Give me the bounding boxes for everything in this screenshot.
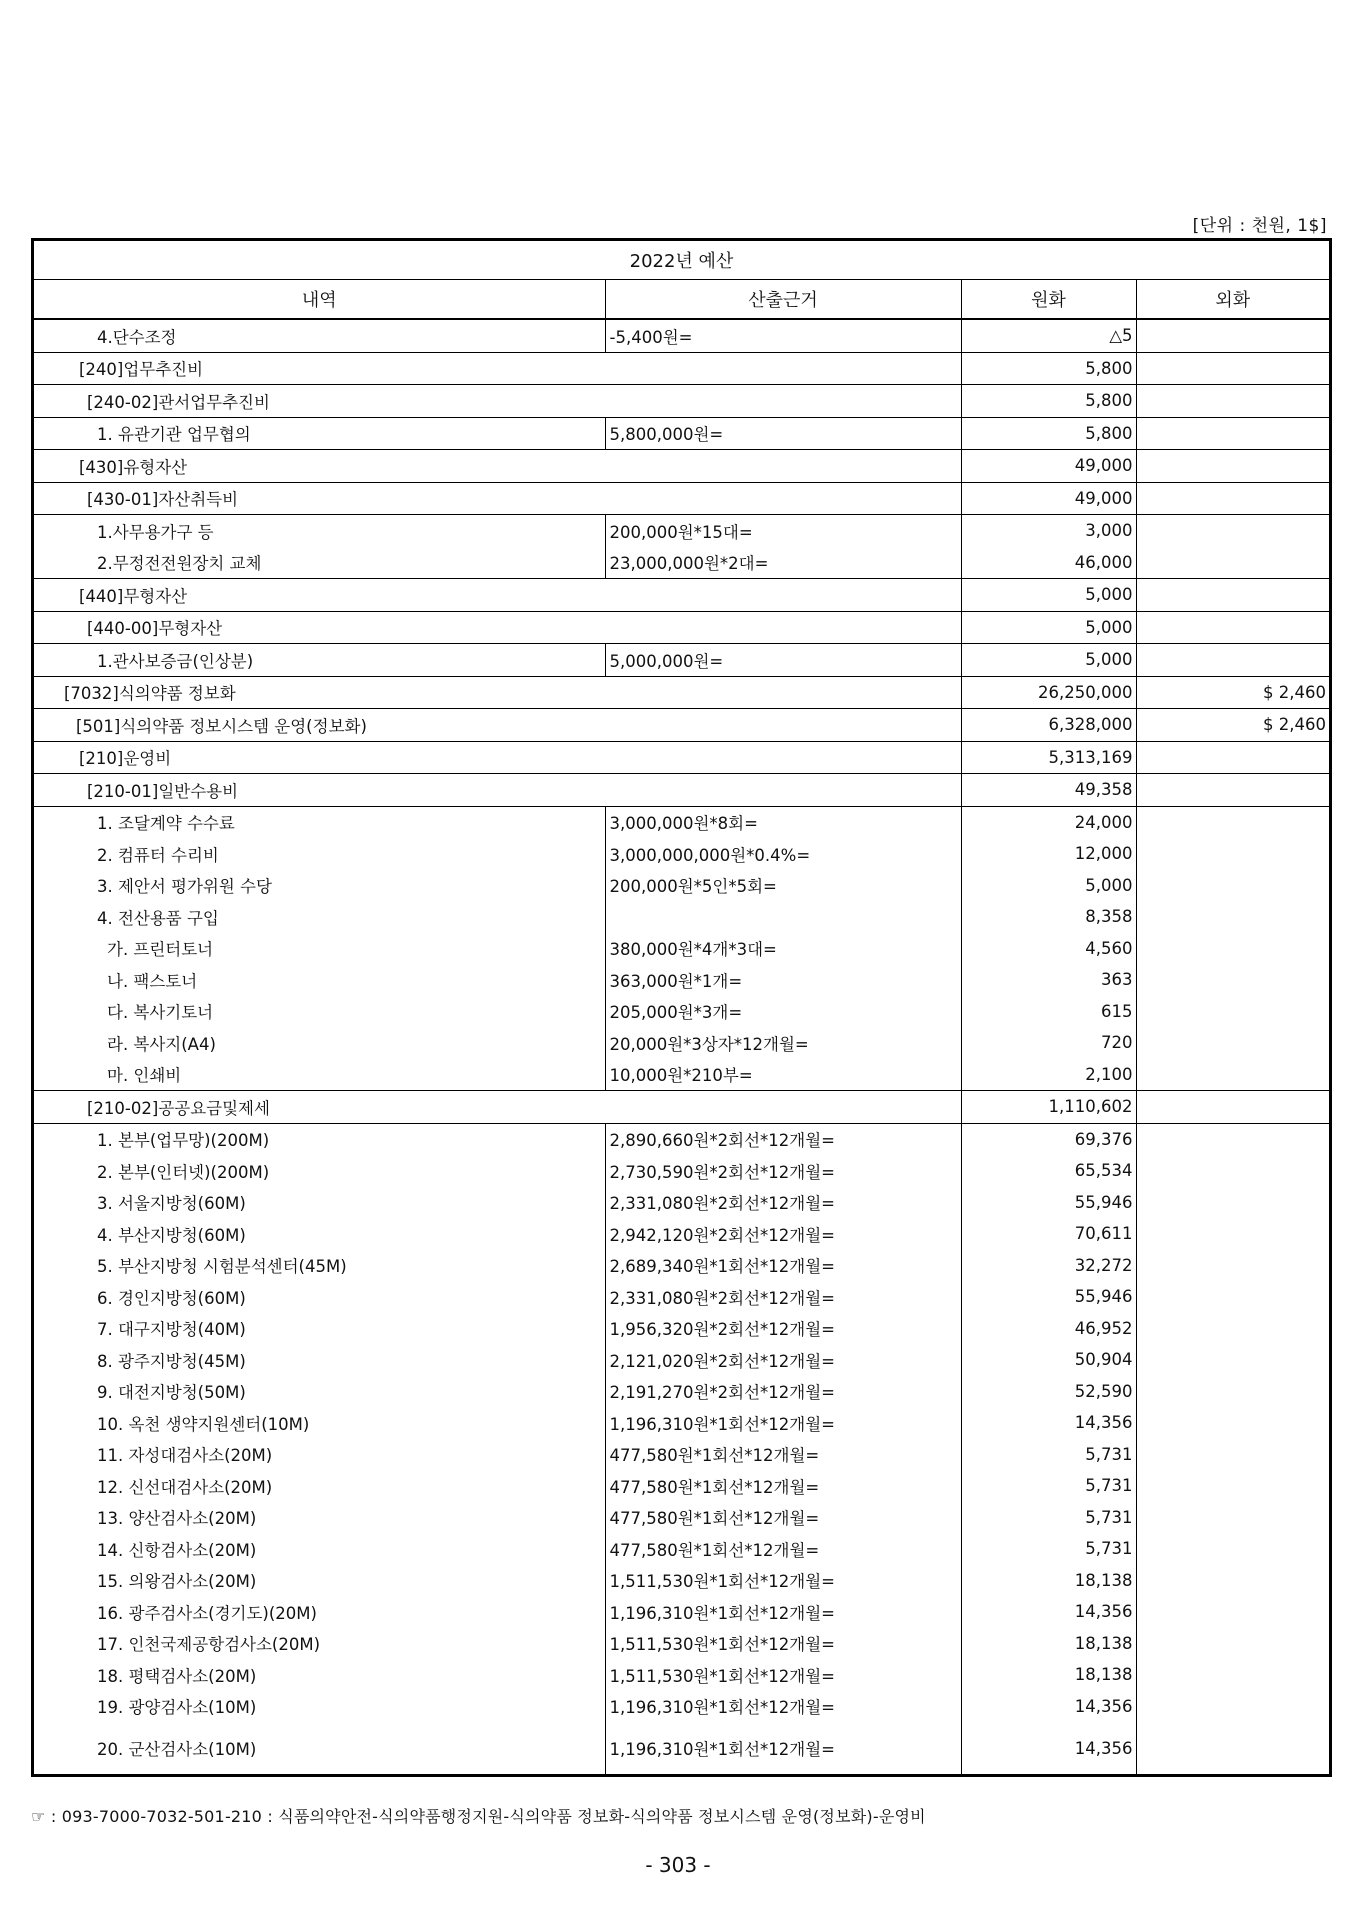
row-krw-amount: 5,000 — [961, 870, 1136, 902]
row-basis: 3,000,000,000원*0.4%= — [605, 838, 961, 870]
page-number: - 303 - — [645, 1853, 711, 1877]
table-row — [34, 1565, 1329, 1597]
table-row — [34, 1250, 1329, 1282]
row-label: [440-00]무형자산 — [34, 611, 961, 644]
table-row — [34, 709, 1329, 742]
row-krw-amount: 6,328,000 — [961, 709, 1136, 742]
row-foreign-amount — [1136, 996, 1329, 1028]
row-label: 1.사무용가구 등 — [34, 515, 605, 547]
row-foreign-amount — [1136, 417, 1329, 450]
table-row — [34, 1533, 1329, 1565]
row-label: [210-02]공공요금및제세 — [34, 1091, 961, 1124]
row-basis: 1,511,530원*1회선*12개월= — [605, 1659, 961, 1691]
row-label: [430]유형자산 — [34, 450, 961, 483]
account-code-footnote: ☞ : 093-7000-7032-501-210 : 식품의약안전-식의약품행정지원-식의약품 정보화-식의약품 정보시스템 운영(정보화)-운영비 — [31, 1807, 926, 1826]
row-krw-amount: 49,000 — [961, 450, 1136, 483]
row-foreign-amount — [1136, 964, 1329, 996]
row-krw-amount: 5,000 — [961, 579, 1136, 612]
row-label: 9. 대전지방청(50M) — [34, 1376, 605, 1408]
table-row — [34, 1722, 1329, 1774]
row-label: 2. 컴퓨터 수리비 — [34, 838, 605, 870]
table-row — [34, 741, 1329, 774]
row-basis: 1,196,310원*1회선*12개월= — [605, 1691, 961, 1723]
row-foreign-amount — [1136, 385, 1329, 418]
row-label: 마. 인쇄비 — [34, 1059, 605, 1091]
row-foreign-amount — [1136, 1659, 1329, 1691]
row-basis: 1,956,320원*2회선*12개월= — [605, 1313, 961, 1345]
row-basis: 2,942,120원*2회선*12개월= — [605, 1218, 961, 1250]
row-label: 5. 부산지방청 시험분석센터(45M) — [34, 1250, 605, 1282]
table-row — [34, 838, 1329, 870]
row-label: 14. 신항검사소(20M) — [34, 1533, 605, 1565]
row-basis: 200,000원*15대= — [605, 515, 961, 547]
table-row — [34, 901, 1329, 933]
row-krw-amount: 5,731 — [961, 1502, 1136, 1534]
table-row — [34, 611, 1329, 644]
row-foreign-amount: $ 2,460 — [1136, 676, 1329, 709]
row-basis: 2,730,590원*2회선*12개월= — [605, 1155, 961, 1187]
table-row — [34, 352, 1329, 385]
row-krw-amount: 69,376 — [961, 1123, 1136, 1155]
row-label: 1.관사보증금(인상분) — [34, 644, 605, 677]
row-foreign-amount — [1136, 579, 1329, 612]
row-label: 나. 팩스토너 — [34, 964, 605, 996]
row-foreign-amount — [1136, 547, 1329, 579]
row-foreign-amount — [1136, 1123, 1329, 1155]
row-krw-amount: 14,356 — [961, 1722, 1136, 1774]
row-label: 20. 군산검사소(10M) — [34, 1722, 605, 1774]
row-krw-amount: 24,000 — [961, 806, 1136, 838]
row-basis: 2,191,270원*2회선*12개월= — [605, 1376, 961, 1408]
row-krw-amount: 5,000 — [961, 644, 1136, 677]
row-foreign-amount — [1136, 1250, 1329, 1282]
row-foreign-amount — [1136, 611, 1329, 644]
table-row — [34, 1059, 1329, 1091]
row-foreign-amount — [1136, 1281, 1329, 1313]
row-krw-amount: 14,356 — [961, 1407, 1136, 1439]
row-label: 4. 전산용품 구입 — [34, 901, 605, 933]
row-basis: 5,800,000원= — [605, 417, 961, 450]
table-row — [34, 1027, 1329, 1059]
row-label: 2.무정전전원장치 교체 — [34, 547, 605, 579]
row-krw-amount: △5 — [961, 319, 1136, 352]
row-krw-amount: 5,800 — [961, 417, 1136, 450]
row-basis: 2,331,080원*2회선*12개월= — [605, 1281, 961, 1313]
row-foreign-amount — [1136, 933, 1329, 965]
row-basis: 10,000원*210부= — [605, 1059, 961, 1091]
table-row — [34, 1470, 1329, 1502]
row-krw-amount: 49,000 — [961, 482, 1136, 515]
row-label: [7032]식의약품 정보화 — [34, 676, 961, 709]
row-krw-amount: 5,731 — [961, 1470, 1136, 1502]
row-foreign-amount — [1136, 1470, 1329, 1502]
row-basis: 2,331,080원*2회선*12개월= — [605, 1187, 961, 1219]
row-label: [210]운영비 — [34, 741, 961, 774]
row-foreign-amount — [1136, 1059, 1329, 1091]
row-krw-amount: 49,358 — [961, 774, 1136, 807]
header-item: 내역 — [34, 280, 605, 320]
table-row — [34, 1123, 1329, 1155]
table-row — [34, 1502, 1329, 1534]
row-basis: 477,580원*1회선*12개월= — [605, 1439, 961, 1471]
row-krw-amount: 50,904 — [961, 1344, 1136, 1376]
row-label: 1. 유관기관 업무협의 — [34, 417, 605, 450]
row-krw-amount: 3,000 — [961, 515, 1136, 547]
row-label: 7. 대구지방청(40M) — [34, 1313, 605, 1345]
row-krw-amount: 14,356 — [961, 1691, 1136, 1723]
row-label: 4.단수조정 — [34, 319, 605, 352]
row-label: 13. 양산검사소(20M) — [34, 1502, 605, 1534]
row-basis — [605, 901, 961, 933]
row-basis: -5,400원= — [605, 319, 961, 352]
row-foreign-amount — [1136, 1187, 1329, 1219]
row-label: 16. 광주검사소(경기도)(20M) — [34, 1596, 605, 1628]
row-basis: 2,890,660원*2회선*12개월= — [605, 1123, 961, 1155]
table-row — [34, 450, 1329, 483]
row-label: 4. 부산지방청(60M) — [34, 1218, 605, 1250]
row-krw-amount: 26,250,000 — [961, 676, 1136, 709]
table-row — [34, 870, 1329, 902]
row-label: 2. 본부(인터넷)(200M) — [34, 1155, 605, 1187]
row-krw-amount: 46,000 — [961, 547, 1136, 579]
row-foreign-amount — [1136, 515, 1329, 547]
table-row — [34, 1659, 1329, 1691]
row-label: [240]업무추진비 — [34, 352, 961, 385]
row-krw-amount: 55,946 — [961, 1187, 1136, 1219]
table-row — [34, 1439, 1329, 1471]
row-basis: 477,580원*1회선*12개월= — [605, 1533, 961, 1565]
row-label: 3. 서울지방청(60M) — [34, 1187, 605, 1219]
table-row — [34, 319, 1329, 352]
row-krw-amount: 5,000 — [961, 611, 1136, 644]
row-label: 15. 의왕검사소(20M) — [34, 1565, 605, 1597]
row-foreign-amount — [1136, 319, 1329, 352]
table-row — [34, 482, 1329, 515]
row-foreign-amount — [1136, 741, 1329, 774]
table-row — [34, 1596, 1329, 1628]
row-basis: 20,000원*3상자*12개월= — [605, 1027, 961, 1059]
row-krw-amount: 5,800 — [961, 385, 1136, 418]
row-label: 11. 자성대검사소(20M) — [34, 1439, 605, 1471]
row-foreign-amount — [1136, 774, 1329, 807]
row-label: 3. 제안서 평가위원 수당 — [34, 870, 605, 902]
row-basis: 477,580원*1회선*12개월= — [605, 1470, 961, 1502]
row-label: 10. 옥천 생약지원센터(10M) — [34, 1407, 605, 1439]
row-label: 18. 평택검사소(20M) — [34, 1659, 605, 1691]
row-basis: 2,121,020원*2회선*12개월= — [605, 1344, 961, 1376]
table-row — [34, 933, 1329, 965]
table-row — [34, 579, 1329, 612]
budget-table — [34, 241, 1329, 1774]
row-krw-amount: 5,800 — [961, 352, 1136, 385]
row-label: 19. 광양검사소(10M) — [34, 1691, 605, 1723]
row-basis: 477,580원*1회선*12개월= — [605, 1502, 961, 1534]
row-krw-amount: 32,272 — [961, 1250, 1136, 1282]
row-foreign-amount — [1136, 1722, 1329, 1774]
table-row — [34, 996, 1329, 1028]
row-foreign-amount — [1136, 644, 1329, 677]
row-basis: 2,689,340원*1회선*12개월= — [605, 1250, 961, 1282]
row-basis: 1,511,530원*1회선*12개월= — [605, 1565, 961, 1597]
row-krw-amount: 12,000 — [961, 838, 1136, 870]
row-foreign-amount — [1136, 838, 1329, 870]
table-row — [34, 417, 1329, 450]
budget-table-body — [34, 319, 1329, 1774]
table-row — [34, 1376, 1329, 1408]
row-foreign-amount — [1136, 1628, 1329, 1660]
table-row — [34, 547, 1329, 579]
table-row — [34, 1313, 1329, 1345]
row-basis: 380,000원*4개*3대= — [605, 933, 961, 965]
unit-label: [단위 : 천원, 1$] — [1192, 216, 1327, 236]
row-krw-amount: 70,611 — [961, 1218, 1136, 1250]
row-basis: 205,000원*3개= — [605, 996, 961, 1028]
row-krw-amount: 18,138 — [961, 1659, 1136, 1691]
table-row — [34, 1218, 1329, 1250]
row-krw-amount: 4,560 — [961, 933, 1136, 965]
row-label: [210-01]일반수용비 — [34, 774, 961, 807]
table-row — [34, 1407, 1329, 1439]
row-foreign-amount — [1136, 1091, 1329, 1124]
row-label: 8. 광주지방청(45M) — [34, 1344, 605, 1376]
row-foreign-amount — [1136, 1155, 1329, 1187]
row-foreign-amount — [1136, 1533, 1329, 1565]
row-label: 라. 복사지(A4) — [34, 1027, 605, 1059]
row-foreign-amount — [1136, 1596, 1329, 1628]
table-row — [34, 1628, 1329, 1660]
row-krw-amount: 18,138 — [961, 1628, 1136, 1660]
row-foreign-amount — [1136, 1439, 1329, 1471]
row-krw-amount: 65,534 — [961, 1155, 1136, 1187]
row-krw-amount: 615 — [961, 996, 1136, 1028]
row-basis: 5,000,000원= — [605, 644, 961, 677]
row-krw-amount: 5,313,169 — [961, 741, 1136, 774]
table-row — [34, 1091, 1329, 1124]
table-row — [34, 1187, 1329, 1219]
row-foreign-amount — [1136, 352, 1329, 385]
header-foreign: 외화 — [1136, 280, 1329, 320]
row-label: 17. 인천국제공항검사소(20M) — [34, 1628, 605, 1660]
row-label: 다. 복사기토너 — [34, 996, 605, 1028]
row-label: 가. 프린터토너 — [34, 933, 605, 965]
row-basis: 1,196,310원*1회선*12개월= — [605, 1722, 961, 1774]
row-basis: 3,000,000원*8회= — [605, 806, 961, 838]
row-krw-amount: 5,731 — [961, 1439, 1136, 1471]
table-row — [34, 1281, 1329, 1313]
table-row — [34, 1344, 1329, 1376]
table-row — [34, 806, 1329, 838]
row-basis: 1,196,310원*1회선*12개월= — [605, 1407, 961, 1439]
row-krw-amount: 52,590 — [961, 1376, 1136, 1408]
row-krw-amount: 46,952 — [961, 1313, 1136, 1345]
row-basis: 200,000원*5인*5회= — [605, 870, 961, 902]
header-basis: 산출근거 — [605, 280, 961, 320]
year-title: 2022년 예산 — [34, 241, 1329, 280]
row-foreign-amount — [1136, 1691, 1329, 1723]
row-label: [430-01]자산취득비 — [34, 482, 961, 515]
table-row — [34, 385, 1329, 418]
row-krw-amount: 55,946 — [961, 1281, 1136, 1313]
row-basis: 1,511,530원*1회선*12개월= — [605, 1628, 961, 1660]
row-label: 6. 경인지방청(60M) — [34, 1281, 605, 1313]
table-row — [34, 1155, 1329, 1187]
row-krw-amount: 1,110,602 — [961, 1091, 1136, 1124]
row-krw-amount: 18,138 — [961, 1565, 1136, 1597]
row-foreign-amount: $ 2,460 — [1136, 709, 1329, 742]
row-foreign-amount — [1136, 1376, 1329, 1408]
row-krw-amount: 14,356 — [961, 1596, 1136, 1628]
row-basis: 1,196,310원*1회선*12개월= — [605, 1596, 961, 1628]
row-basis: 23,000,000원*2대= — [605, 547, 961, 579]
table-row — [34, 515, 1329, 547]
row-foreign-amount — [1136, 1565, 1329, 1597]
row-label: [501]식의약품 정보시스템 운영(정보화) — [34, 709, 961, 742]
row-foreign-amount — [1136, 1313, 1329, 1345]
row-foreign-amount — [1136, 901, 1329, 933]
budget-table-container — [31, 238, 1332, 1777]
header-krw: 원화 — [961, 280, 1136, 320]
row-label: 1. 조달계약 수수료 — [34, 806, 605, 838]
row-foreign-amount — [1136, 482, 1329, 515]
row-foreign-amount — [1136, 1407, 1329, 1439]
row-foreign-amount — [1136, 806, 1329, 838]
row-foreign-amount — [1136, 870, 1329, 902]
table-row — [34, 774, 1329, 807]
table-row — [34, 964, 1329, 996]
row-krw-amount: 720 — [961, 1027, 1136, 1059]
row-foreign-amount — [1136, 450, 1329, 483]
row-basis: 363,000원*1개= — [605, 964, 961, 996]
row-label: 12. 신선대검사소(20M) — [34, 1470, 605, 1502]
row-krw-amount: 8,358 — [961, 901, 1136, 933]
table-row — [34, 676, 1329, 709]
row-foreign-amount — [1136, 1502, 1329, 1534]
row-label: 1. 본부(업무망)(200M) — [34, 1123, 605, 1155]
row-foreign-amount — [1136, 1218, 1329, 1250]
table-row — [34, 644, 1329, 677]
row-label: [240-02]관서업무추진비 — [34, 385, 961, 418]
row-label: [440]무형자산 — [34, 579, 961, 612]
row-foreign-amount — [1136, 1027, 1329, 1059]
row-krw-amount: 363 — [961, 964, 1136, 996]
row-krw-amount: 2,100 — [961, 1059, 1136, 1091]
table-row — [34, 1691, 1329, 1723]
row-foreign-amount — [1136, 1344, 1329, 1376]
row-krw-amount: 5,731 — [961, 1533, 1136, 1565]
